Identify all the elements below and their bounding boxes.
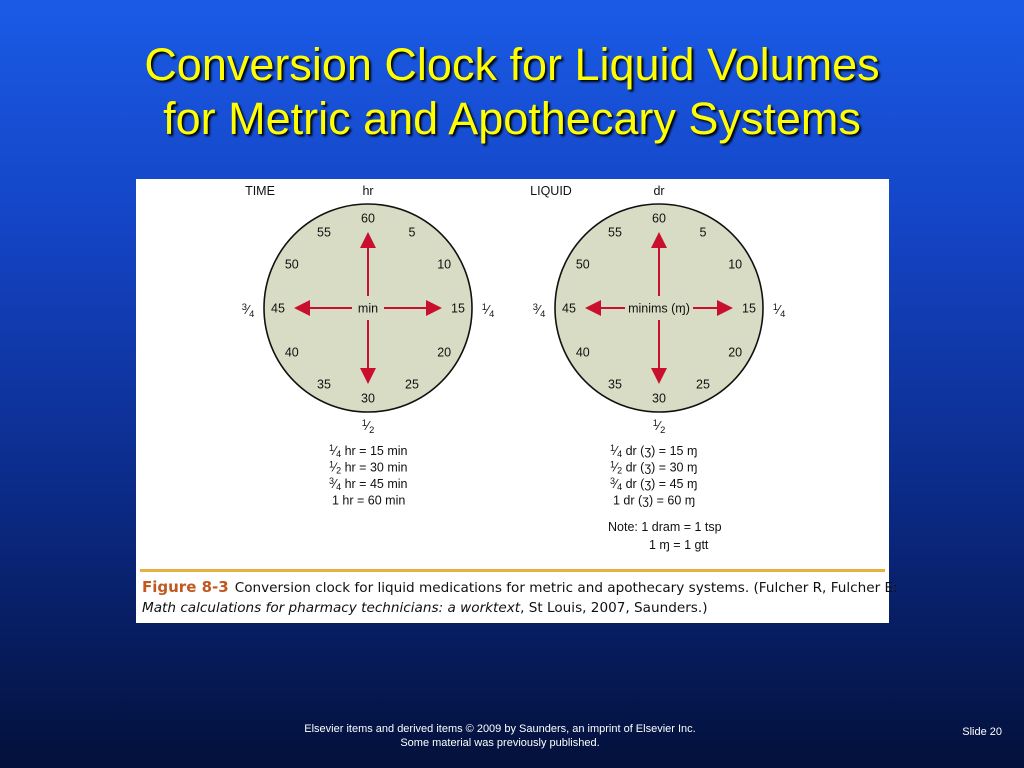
liquid-clock-number: 60 — [652, 211, 666, 226]
footer-line-2: Some material was previously published. — [400, 737, 600, 749]
time-fraction-bottom: $^1⁄_2$ — [361, 418, 375, 435]
liquid-center-label: minims (ɱ) — [628, 301, 690, 316]
time-table-row: $^3$⁄4 hr = 45 min — [329, 476, 408, 492]
time-clock-number: 40 — [284, 345, 299, 360]
liquid-clock-number: 45 — [562, 301, 576, 316]
liquid-heading: LIQUID — [530, 184, 572, 198]
liquid-table-row: $^3$⁄4 dr (ʒ) = 45 ɱ — [610, 476, 698, 492]
conversion-clock-diagram — [136, 179, 889, 569]
liquid-clock-number: 50 — [575, 257, 590, 272]
caption-tail: , St Louis, 2007, Saunders.) — [520, 600, 708, 616]
figure-panel — [136, 179, 898, 623]
time-clock-number: 60 — [361, 211, 375, 226]
time-clock-number: 25 — [405, 377, 419, 392]
liquid-fraction-bottom: $^1⁄_2$ — [652, 418, 666, 435]
liquid-table-row: 1 dr (ʒ) = 60 ɱ — [613, 493, 696, 508]
caption-text: Conversion clock for liquid medications for metric and apothecary systems. (Fulcher R, Fulcher E: — [234, 580, 898, 596]
time-unit-label: hr — [362, 184, 374, 198]
liquid-clock-number: 55 — [608, 225, 622, 240]
time-clock-number: 5 — [408, 225, 416, 240]
liquid-clock-number: 15 — [742, 301, 756, 316]
figure-label: Figure 8-3 — [142, 578, 229, 596]
liquid-table-row: $^1$⁄2 dr (ʒ) = 30 ɱ — [610, 459, 698, 476]
liquid-clock-number: 5 — [699, 225, 707, 240]
time-clock-number: 15 — [451, 301, 465, 316]
liquid-clock-number: 30 — [652, 391, 666, 406]
liquid-clock-number: 25 — [696, 377, 710, 392]
liquid-clock-number: 40 — [575, 345, 590, 360]
time-clock-number: 10 — [437, 257, 452, 272]
liquid-fraction-left: $^3⁄_4$ — [532, 302, 546, 319]
time-fraction-right: $^1⁄_4$ — [481, 302, 495, 319]
time-clock-number: 35 — [317, 377, 331, 392]
liquid-fraction-right: $^1⁄_4$ — [772, 302, 786, 319]
title-line-1: Conversion Clock for Liquid Volumes — [144, 39, 880, 90]
liquid-unit-label: dr — [653, 184, 665, 198]
title-line-2: for Metric and Apothecary Systems — [163, 93, 861, 144]
liquid-clock-number: 20 — [728, 345, 743, 360]
liquid-clock-number: 10 — [728, 257, 743, 272]
time-clock-number: 20 — [437, 345, 452, 360]
copyright-footer — [210, 722, 790, 750]
time-table-row: $^1$⁄2 hr = 30 min — [329, 459, 408, 476]
time-heading: TIME — [245, 184, 275, 198]
time-clock-number: 55 — [317, 225, 331, 240]
caption-rule — [140, 569, 885, 572]
liquid-clock-number: 35 — [608, 377, 622, 392]
figure-caption — [142, 577, 898, 618]
time-clock-number: 45 — [271, 301, 285, 316]
time-table-row: $^1$⁄4 hr = 15 min — [329, 443, 408, 459]
caption-book-title: Math calculations for pharmacy technicians: a worktext — [142, 600, 521, 616]
slide-number: Slide 20 — [962, 726, 1002, 738]
time-clock-number: 30 — [361, 391, 375, 406]
footer-line-1: Elsevier items and derived items © 2009 by Saunders, an imprint of Elsevier Inc. — [304, 723, 696, 735]
liquid-table-row: $^1$⁄4 dr (ʒ) = 15 ɱ — [610, 443, 698, 459]
liquid-note-line-1: Note: 1 dram = 1 tsp — [608, 520, 722, 534]
slide-title — [0, 38, 1024, 146]
time-table-row: 1 hr = 60 min — [332, 493, 406, 508]
time-fraction-left: $^3⁄_4$ — [241, 302, 255, 319]
liquid-note-line-2: 1 ɱ = 1 gtt — [649, 538, 709, 552]
time-center-label: min — [357, 301, 379, 316]
time-clock-number: 50 — [284, 257, 299, 272]
